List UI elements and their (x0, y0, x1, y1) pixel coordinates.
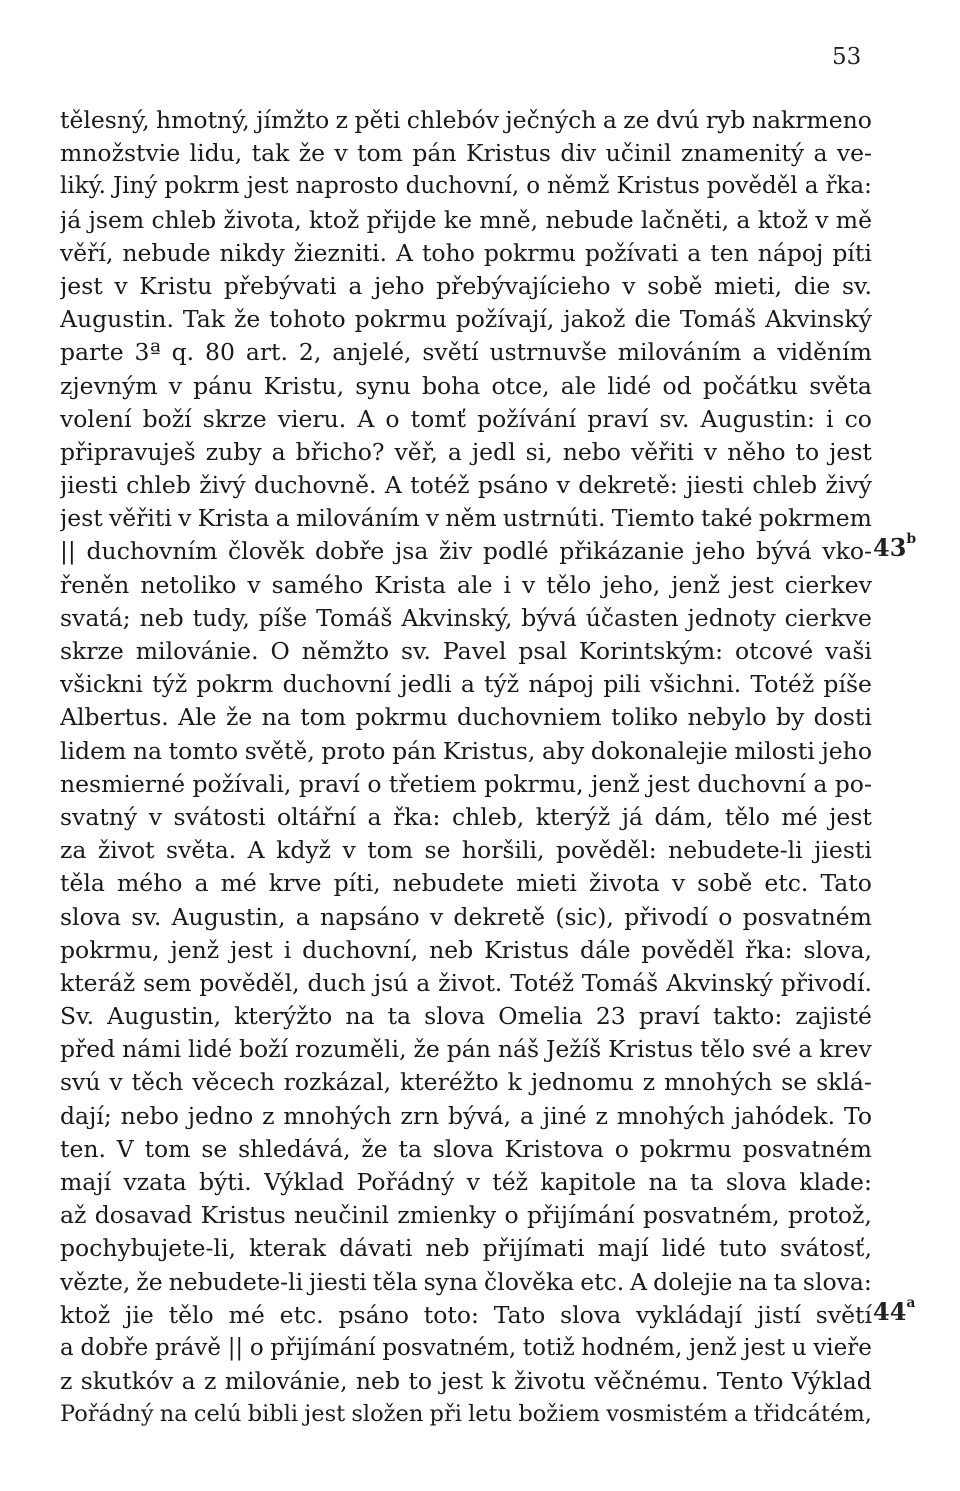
text-line: svú v těch věcech rozkázal, kteréžto k jednomu z mnohých se sklá- (60, 1068, 872, 1097)
text-line: věří, nebude nikdy žiezniti. A toho pokrmu požívati a ten nápoj píti (60, 238, 872, 267)
text-line: těla mého a mé krve píti, nebudete mieti života v sobě etc. Tato (60, 869, 872, 898)
text-line: ktož jie tělo mé etc. psáno toto: Tato slova vykládají jistí světí (60, 1300, 872, 1329)
text-line: pochybujete-li, kterak dávati neb přijímati mají lidé tuto svátosť, (60, 1234, 872, 1263)
body-text (60, 104, 872, 1432)
text-line: jiesti chleb živý duchovně. A totéž psáno v dekretě: jiesti chleb živý (60, 471, 872, 500)
text-line: pokrmu, jenž jest i duchovní, neb Kristus dále pověděl řka: slova, (60, 935, 872, 964)
text-line: připravuješ zuby a břicho? věř, a jedl si, nebo věřiti v něho to jest (60, 437, 872, 466)
text-line: Pořádný na celú bibli jest složen při letu božiem vosmistém a třidcátém, (60, 1401, 872, 1428)
text-line: a dobře právě || o přijímání posvatném, totiž hodném, jenž jest u vieře (60, 1334, 872, 1361)
text-line: Augustin. Tak že tohoto pokrmu požívají, jakož die Tomáš Akvinský (60, 305, 872, 334)
text-line: mají vzata býti. Výklad Pořádný v též kapitole na ta slova klade: (60, 1168, 872, 1196)
text-line: svatá; neb tudy, píše Tomáš Akvinský, bývá účasten jednoty cierkve (60, 603, 872, 632)
margin-marker-44a: 44$^a$ (873, 1295, 916, 1326)
page-number: 53 (832, 44, 862, 70)
text-line: ten. V tom se shledává, že ta slova Kristova o pokrmu posvatném (60, 1134, 872, 1163)
text-line: dají; nebo jedno z mnohých zrn bývá, a jiné z mnohých jahódek. To (60, 1101, 872, 1130)
text-line: vězte, že nebudete-li jiesti těla syna člověka etc. A dolejie na ta slova: (60, 1267, 872, 1296)
text-line: lidem na tomto světě, proto pán Kristus, aby dokonalejie milosti jeho (60, 736, 872, 765)
text-line: za život světa. A když v tom se horšili, pověděl: nebudete-li jiesti (60, 836, 872, 865)
text-line: Sv. Augustin, kterýžto na ta slova Omelia 23 praví takto: zajisté (60, 1002, 872, 1031)
text-line: nesmierné požívali, praví o třetiem pokrmu, jenž jest duchovní a po- (60, 769, 872, 798)
text-line: tělesný, hmotný, jímžto z pěti chlebóv ječných a ze dvú ryb nakrmeno (60, 106, 872, 134)
text-line: kteráž sem pověděl, duch jsú a život. Totéž Tomáš Akvinský přivodí. (60, 968, 872, 997)
text-line: Albertus. Ale že na tom pokrmu duchovniem toliko nebylo by dosti (60, 703, 872, 732)
text-line: až dosavad Kristus neučinil zmienky o přijímání posvatném, protož, (60, 1201, 872, 1230)
text-line: řeněn netoliko v samého Krista ale i v tělo jeho, jenž jest cierkev (60, 570, 872, 599)
text-line: všickni týž pokrm duchovní jedli a týž nápoj pili všichni. Totéž píše (60, 670, 872, 699)
text-line: skrze milovánie. O němžto sv. Pavel psal Korintským: otcové vaši (60, 637, 872, 665)
text-line: svatný v svátosti oltářní a řka: chleb, kterýž já dám, tělo mé jest (60, 802, 872, 831)
text-line: jest v Kristu přebývati a jeho přebývajícieho v sobě mieti, die sv. (60, 271, 872, 300)
text-line: jest věřiti v Krista a milováním v něm ustrnúti. Tiemto také pokrmem (60, 504, 872, 533)
margin-marker-43b: 43$^b$ (873, 531, 917, 562)
text-line: slova sv. Augustin, a napsáno v dekretě (sic), přivodí o posvatném (60, 902, 872, 931)
text-line: liký. Jiný pokrm jest naprosto duchovní, o němž Kristus pověděl a řka: (60, 173, 872, 200)
text-line: parte 3ª q. 80 art. 2, anjelé, světí ustrnuvše milováním a viděním (60, 338, 872, 367)
text-line: volení boží skrze vieru. A o tomť požívání praví sv. Augustin: i co (60, 404, 872, 433)
text-line: před námi lidé boží rozuměli, že pán náš Ježíš Kristus tělo své a krev (60, 1035, 872, 1064)
text-line: já jsem chleb života, ktož přijde ke mně, nebude lačněti, a ktož v mě (60, 205, 872, 234)
text-line: || duchovním člověk dobře jsa živ podlé přikázanie jeho bývá vko- (60, 537, 872, 566)
text-line: množstvie lidu, tak že v tom pán Kristus div učinil znamenitý a ve- (60, 139, 872, 168)
text-line: z skutkóv a z milovánie, neb to jest k životu věčnému. Tento Výklad (60, 1367, 872, 1396)
text-line: zjevným v pánu Kristu, synu boha otce, ale lidé od počátku světa (60, 371, 872, 400)
